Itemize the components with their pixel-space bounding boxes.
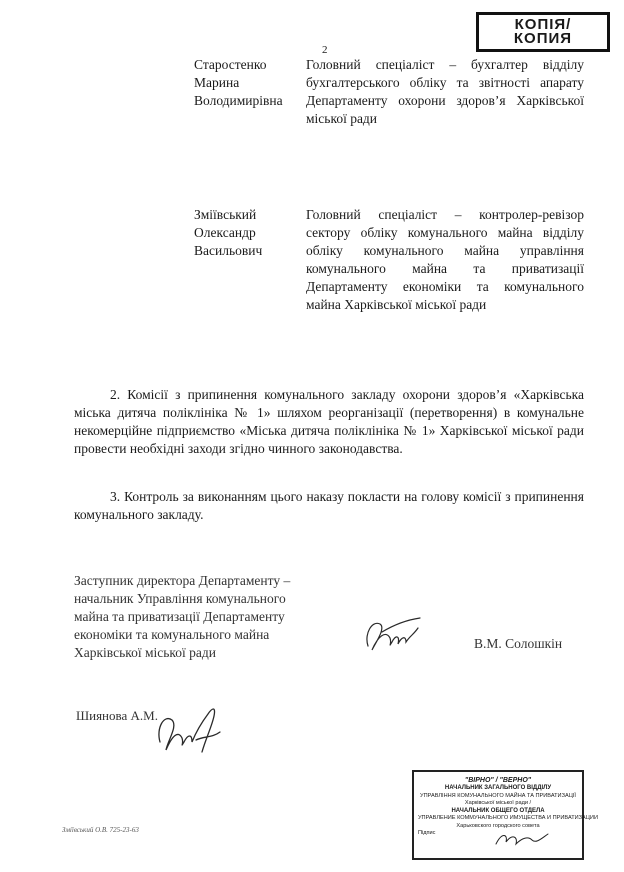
member-surname: Зміївський (194, 207, 257, 222)
member-patronymic: Володимирівна (194, 93, 283, 108)
page-number: 2 (322, 44, 328, 56)
director-signature (362, 606, 424, 658)
stamp-line: Підпис (418, 830, 436, 836)
stamp-line: УПРАВЛІННЯ КОМУНАЛЬНОГО МАЙНА ТА ПРИВАТИЗАЦІЇ (420, 792, 576, 799)
visa-signature (150, 692, 230, 772)
copy-stamp (476, 12, 610, 52)
member-role: Головний спеціаліст – контролер-ревізор сектору обліку комунального майна відділу обліку комунального майна управління комунального майна та приватизації Департаменту економіки та комунального майна Харківської міської ради (306, 207, 584, 312)
stamp-line: УПРАВЛЕНИЕ КОММУНАЛЬНОГО ИМУЩЕСТВА И ПРИВАТИЗАЦИИ (418, 815, 598, 821)
stamp-line: Харківської міської ради / (464, 800, 532, 806)
executor-note: Зміївський О.В. 725-23-63 (62, 826, 139, 834)
position-line: Заступник директора Департаменту – (74, 573, 291, 588)
stamp-line: НАЧАЛЬНИК ОБЩЕГО ОТДЕЛА (451, 807, 545, 814)
paragraph-3: 3. Контроль за виконанням цього наказу покласти на голову комісії з припинення комунального закладу. (74, 489, 584, 522)
stamp-line: НАЧАЛЬНИК ЗАГАЛЬНОГО ВІДДІЛУ (444, 785, 552, 791)
paragraph-2: 2. Комісії з припинення комунального закладу охорони здоров’я «Харківська міська дитяча поліклініка № 1» шляхом реорганізації (перетворення) в комунальне некомерційне підприємство «Міська дитяча поліклініка № 1» Харківської міської ради провести необхідні заходи згідно чинного законодавства. (74, 387, 584, 456)
member-first-name: Марина (194, 75, 240, 90)
member-name (194, 206, 262, 260)
position-line: Харківської міської ради (74, 645, 217, 660)
member-patronymic: Васильович (194, 243, 263, 258)
signer-position (74, 572, 334, 662)
stamp-line: "ВІРНО" / "ВЕРНО" (464, 777, 532, 784)
visa-name: Шиянова А.М. (76, 708, 158, 723)
position-line: майна та приватизації Департаменту (74, 609, 285, 624)
member-surname: Старостенко (194, 57, 267, 72)
member-name (194, 56, 283, 110)
copy-stamp-line-2: КОПИЯ (513, 30, 573, 47)
stamp-signature (494, 828, 550, 850)
signer-name: В.М. Солошкін (474, 636, 563, 651)
member-role: Головний спеціаліст – бухгалтер відділу бухгалтерського обліку та звітності апарату Департаменту охорони здоров’я Харківської міської ради (306, 57, 584, 126)
certification-stamp (412, 770, 598, 860)
position-line: начальник Управління комунального (74, 591, 286, 606)
copy-stamp-line-1: КОПІЯ/ (514, 16, 572, 33)
position-line: економіки та комунального майна (74, 627, 270, 642)
stamp-line: Харьковского городского совета (456, 822, 540, 829)
member-first-name: Олександр (194, 225, 256, 240)
